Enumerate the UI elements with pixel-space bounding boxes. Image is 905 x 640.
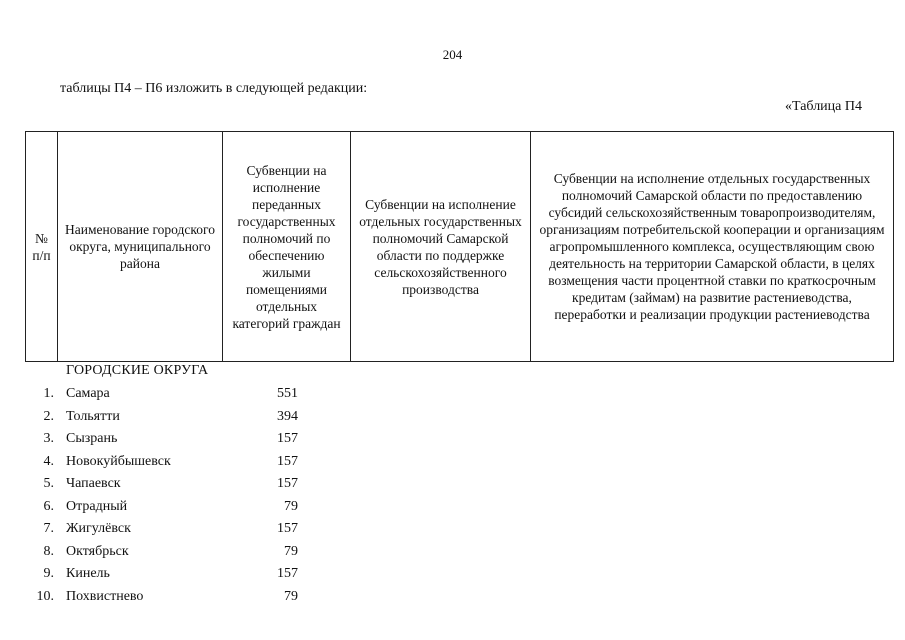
row-name: Похвистнево: [66, 588, 144, 604]
row-number: 8.: [43, 543, 54, 559]
row-number: 5.: [43, 476, 54, 491]
section-heading: ГОРОДСКИЕ ОКРУГА: [66, 363, 209, 378]
row-name: Октябрьск: [66, 543, 129, 559]
table-row: [0, 451, 905, 474]
row-name: Чапаевск: [66, 476, 121, 491]
table-row: [0, 428, 905, 451]
header-municipality-name: Наименование городского округа, муниципального района: [58, 132, 223, 362]
row-number: 1.: [43, 386, 54, 401]
page-number: 204: [442, 47, 463, 62]
row-number: 2.: [43, 408, 54, 424]
row-number: 3.: [43, 431, 54, 446]
row-value: 157: [277, 431, 298, 446]
row-value: 157: [277, 476, 298, 491]
header-row: [26, 132, 894, 362]
row-name: Самара: [66, 386, 110, 401]
row-value: 79: [284, 543, 298, 559]
table-row: [0, 586, 905, 609]
row-value: 79: [284, 498, 298, 514]
row-value: 551: [277, 386, 298, 401]
header-interest-subsidy-subventions: Субвенции на исполнение отдельных государственных полномочий Самарской области по предоставлению субсидий сельскохозяйственным товаропроизводителям, организациям потребительской кооперации и организациям агропромышленного комплекса, осуществляющим свою деятельность на территории Самарской области, в целях возмещения части процентной ставки по краткосрочным кредитам (займам) на развитие растениеводства, переработки и реализации продукции растениеводства: [531, 132, 894, 362]
header-housing-subventions: Субвенции на исполнение переданных государственных полномочий по обеспечению жилыми помещениями отдельных категорий граждан: [223, 132, 351, 362]
row-name: Отрадный: [66, 498, 128, 514]
table-row: [0, 518, 905, 541]
row-name: Кинель: [66, 566, 110, 581]
row-value: 79: [284, 588, 298, 604]
row-number: 6.: [43, 498, 54, 514]
row-number: 9.: [43, 566, 54, 581]
row-number: 7.: [43, 521, 54, 536]
table-row: [0, 541, 905, 564]
data-rows: [0, 383, 905, 608]
row-name: Сызрань: [66, 431, 118, 446]
row-number: 4.: [43, 453, 54, 469]
header-table: [25, 131, 894, 362]
intro-text: таблицы П4 – П6 изложить в следующей редакции:: [60, 81, 368, 96]
table-row: [0, 563, 905, 586]
row-name: Тольятти: [66, 408, 120, 424]
row-name: Новокуйбышевск: [66, 453, 171, 469]
table-row: [0, 383, 905, 406]
header-number: № п/п: [26, 132, 58, 362]
row-number: 10.: [36, 588, 54, 604]
row-value: 157: [277, 566, 298, 581]
table-row: [0, 473, 905, 496]
row-value: 157: [277, 453, 298, 469]
row-name: Жигулёвск: [66, 521, 131, 536]
table-row: [0, 496, 905, 519]
row-value: 157: [277, 521, 298, 536]
table-row: [0, 406, 905, 429]
table-label: «Таблица П4: [785, 99, 862, 114]
header-agriculture-subventions: Субвенции на исполнение отдельных государственных полномочий Самарской области по поддержке сельскохозяйственного производства: [351, 132, 531, 362]
row-value: 394: [277, 408, 298, 424]
